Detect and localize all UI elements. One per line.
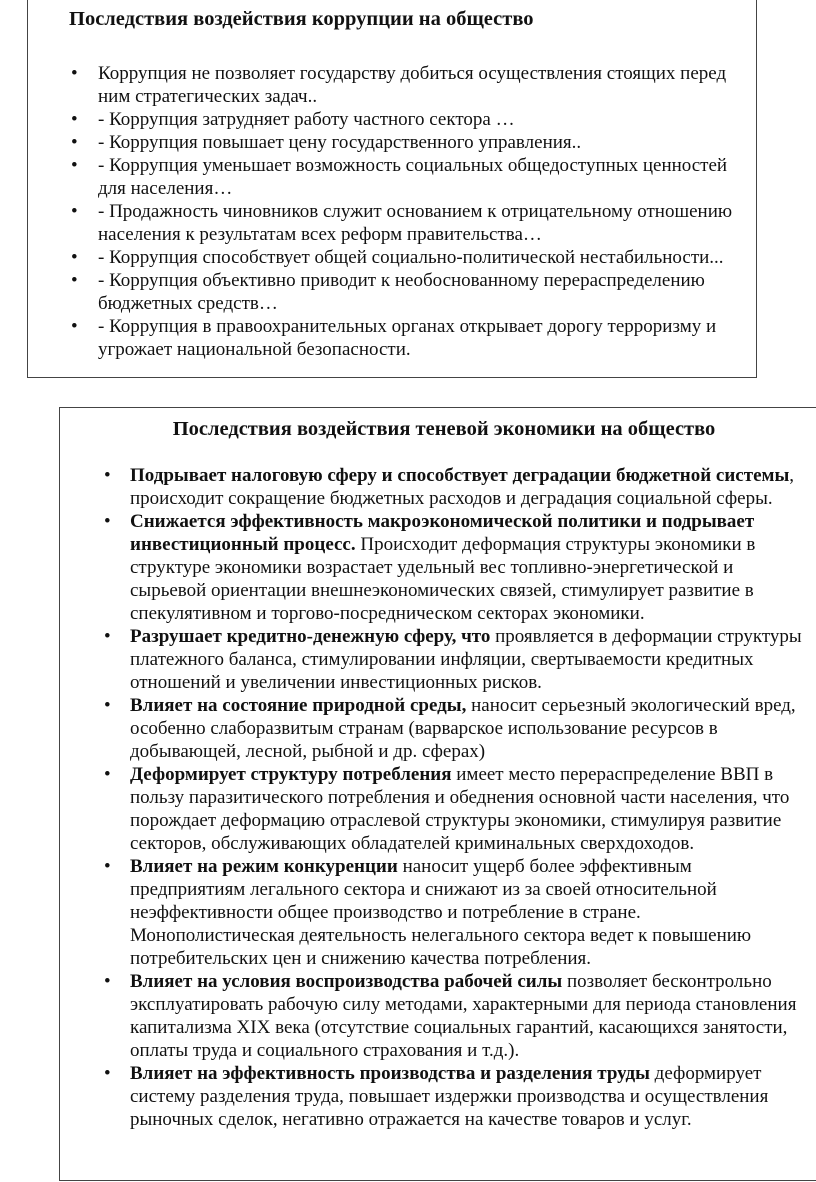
list-item (104, 1062, 804, 1131)
shadow-economy-list (104, 464, 804, 1131)
item-heading: Влияет на режим конкуренции (130, 856, 398, 877)
item-text: - Коррупция уменьшает возможность социальных общедоступных ценностей для населения… (98, 155, 728, 199)
list-item (104, 970, 804, 1062)
item-text: позволяет бесконтрольно эксплуатировать рабочую силу методами, характерными для периода становления капитализма XIX века (отсутствие социальных гарантий, касающихся занятости, оплаты труда и социального страхования и т.д.). (130, 971, 797, 1061)
list-item (104, 464, 804, 510)
list-item (104, 625, 804, 694)
item-text: Происходит деформация структуры экономики в структуре экономики возрастает удельный вес топливно-энергетической и сырьевой ориентации внешнеэкономических связей, стимулирует развитие в спекулятивном и торгово-посредническом секторах экономики. (130, 534, 756, 624)
item-text: - Коррупция объективно приводит к необоснованному перераспределению бюджетных средств… (98, 270, 705, 314)
bullet-icon: • (104, 1063, 111, 1084)
list-item (71, 154, 751, 200)
list-item (71, 62, 751, 108)
item-heading: Влияет на состояние природной среды, (130, 695, 467, 716)
corruption-list (71, 62, 751, 361)
list-item (71, 200, 751, 246)
bullet-icon: • (71, 109, 78, 130)
item-text: проявляется в деформации структуры платежного баланса, стимулировании инфляции, свертываемости кредитных отношений и увеличении инвестиционных рисков. (130, 626, 802, 693)
item-heading: Деформирует структуру потребления (130, 764, 452, 785)
item-text: - Коррупция затрудняет работу частного сектора … (98, 109, 515, 130)
item-text: наносит ущерб более эффективным предприятиям легального сектора и снижают из за своей относительной неэффективности общее производство и потребление в стране. Монополистическая деятельность нелегального сектора ведет к повышению потребительских цен и снижению качества потребления. (130, 856, 752, 969)
item-text: деформирует систему разделения труда, повышает издержки производства и осуществления рыночных сделок, негативно отражается на качестве товаров и услуг. (130, 1063, 769, 1130)
bullet-icon: • (71, 132, 78, 153)
list-item (104, 855, 804, 970)
item-heading: Влияет на условия воспроизводства рабочей силы (130, 971, 563, 992)
list-item (71, 131, 751, 154)
item-text: имеет место перераспределение ВВП в пользу паразитического потребления и обеднения основной части населения, что порождает деформацию отраслевой структуры экономики, стимулируя развитие секторов, обслуживающих обладателей криминальных сверхдоходов. (130, 764, 790, 854)
item-heading: Подрывает налоговую сферу и способствует деградации бюджетной системы (130, 465, 790, 486)
item-text: наносит серьезный экологический вред, особенно слаборазвитым странам (варварское использование ресурсов в добывающей, лесной, рыбной и др. сферах) (130, 695, 796, 762)
bullet-icon: • (104, 764, 111, 785)
list-item (71, 108, 751, 131)
item-text: - Коррупция в правоохранительных органах открывает дорогу терроризму и угрожает национальной безопасности. (98, 316, 717, 360)
bullet-icon: • (104, 626, 111, 647)
item-heading: Разрушает кредитно-денежную сферу, что (130, 626, 491, 647)
list-item (71, 269, 751, 315)
bullet-icon: • (71, 63, 78, 84)
corruption-consequences-box (27, 0, 757, 378)
item-heading: Влияет на эффективность производства и разделения труды (130, 1063, 650, 1084)
item-text: - Продажность чиновников служит основанием к отрицательному отношению населения к результатам всех реформ правительства… (98, 201, 733, 245)
item-text: Коррупция не позволяет государству добиться осуществления стоящих перед ним стратегических задач.. (98, 63, 727, 107)
item-text: , происходит сокращение бюджетных расходов и деградация социальной сферы. (130, 465, 795, 509)
shadow-economy-consequences-box (59, 407, 816, 1181)
list-item (104, 510, 804, 625)
corruption-title: Последствия воздействия коррупции на общество (69, 8, 534, 30)
bullet-icon: • (104, 856, 111, 877)
bullet-icon: • (104, 511, 111, 532)
bullet-icon: • (71, 270, 78, 291)
list-item (71, 315, 751, 361)
list-item (71, 246, 751, 269)
item-heading: Снижается эффективность макроэкономической политики и подрывает инвестиционный процесс. (130, 511, 755, 555)
bullet-icon: • (71, 316, 78, 337)
bullet-icon: • (104, 465, 111, 486)
bullet-icon: • (104, 695, 111, 716)
bullet-icon: • (71, 201, 78, 222)
bullet-icon: • (104, 971, 111, 992)
item-text: - Коррупция повышает цену государственного управления.. (98, 132, 582, 153)
item-text: - Коррупция способствует общей социально-политической нестабильности... (98, 247, 724, 268)
list-item (104, 763, 804, 855)
bullet-icon: • (71, 155, 78, 176)
bullet-icon: • (71, 247, 78, 268)
shadow-economy-title: Последствия воздействия теневой экономики на общество (172, 418, 716, 440)
list-item (104, 694, 804, 763)
